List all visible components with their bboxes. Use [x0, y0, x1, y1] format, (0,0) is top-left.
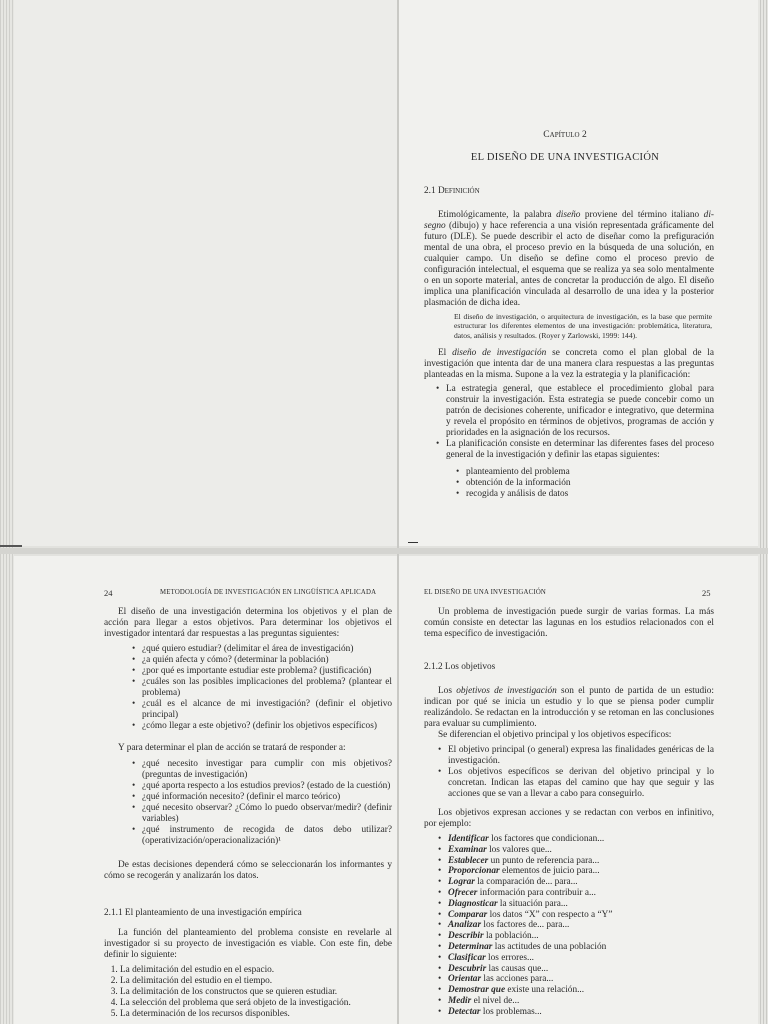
verb: Examinar: [448, 844, 487, 855]
verbs-intro-paragraph: [424, 808, 714, 830]
section-heading: 2.1 Definición: [424, 186, 480, 196]
list-item: • La planificación consiste en determinar las diferentes fases del proceso general de la investigación y definir las etapas siguientes:: [436, 439, 714, 461]
text: elementos de juicio para...: [499, 866, 600, 877]
list-item: • Los objetivos específicos se derivan del objetivo principal y lo concretan. Indican las etapas del camino que hay que seguir y las acciones que se van a llevar a cabo para conseguirlo.: [438, 767, 714, 800]
list-item: • La estrategia general, que establece el procedimiento global para construir la investigación. Esta estrategia se puede concebir como un patrón de decisiones coherente, unificador e integrativo, que determina y revela el propósito en términos de objetivos, programas de acción y prioridades en la asignación de los recursos.: [436, 384, 714, 439]
verbs-list: [438, 834, 714, 1018]
verb: Ofrecer: [448, 887, 478, 898]
phase-bullets: [456, 467, 706, 500]
text: Los objetivos expresan acciones y se redactan con verbos en infinitivo, por ejemplo:: [424, 808, 714, 829]
objectives-bullets: [438, 745, 714, 800]
section-heading: 2.1.1 El planteamiento de una investigación empírica: [104, 908, 302, 918]
term: objetivos de investigación: [456, 686, 557, 696]
page-fold: [0, 548, 768, 554]
list-item: • El objetivo principal (o general) expresa las finalidades genéricas de la investigación.: [438, 745, 714, 767]
running-head: EL DISEÑO DE UNA INVESTIGACIÓN: [424, 589, 547, 596]
list-item: 5. La determinación de los recursos disponibles.: [120, 1009, 392, 1020]
list-item: • ¿a quién afecta y cómo? (determinar la población): [132, 655, 392, 666]
text: existe una relación...: [505, 985, 585, 996]
list-item: [438, 942, 714, 953]
list-item: • ¿qué instrumento de recogida de datos debo utilizar? (operativización/operacionalización)¹: [132, 825, 392, 847]
list-item: [438, 834, 714, 845]
text: El diseño de una investigación determina los objetivos y el plan de acción para llegar a estos objetivos. Para determinar los objetivos el investigador intentará dar respuestas a las preguntas siguientes:: [104, 607, 392, 639]
text: proviene del término italiano: [580, 210, 704, 220]
crop-mark: [0, 545, 22, 547]
text: las causas que...: [486, 963, 549, 974]
plan-paragraph: [104, 743, 392, 754]
definition-paragraph: [424, 210, 714, 309]
problem-origin-paragraph: [424, 607, 714, 640]
list-item: [438, 888, 714, 899]
verb: Lograr: [448, 877, 475, 888]
list-item: • ¿cómo llegar a este objetivo? (definir los objetivos específicos): [132, 721, 392, 732]
list-item: [438, 996, 714, 1007]
text: Los: [438, 686, 457, 696]
list-item: • ¿qué quiero estudiar? (delimitar el área de investigación): [132, 644, 392, 655]
list-item: 2. La delimitación del estudio en el tiempo.: [120, 976, 392, 987]
page-number: 24: [104, 588, 113, 598]
list-item: [438, 866, 714, 877]
term: di-segno: [424, 210, 714, 231]
verb: Medir: [448, 995, 472, 1006]
list-item: • ¿cuál es el alcance de mi investigación? (definir el objetivo principal): [132, 699, 392, 721]
questions-list-2: [132, 759, 392, 847]
list-item: • ¿qué aporta respecto a los estudios previos? (estado de la cuestión): [132, 781, 392, 792]
page-gutter: [397, 0, 399, 1024]
text: Se diferencian el objetivo principal y los objetivos específicos:: [438, 730, 672, 740]
design-paragraph: [424, 348, 714, 381]
term: diseño: [556, 210, 581, 220]
text: Etimológicamente, la palabra: [438, 210, 557, 220]
text: la situación para...: [497, 898, 568, 909]
verb: Identificar: [448, 834, 489, 844]
verb: Determinar: [448, 941, 493, 952]
intro-paragraph: [104, 607, 392, 640]
verb: Describir: [448, 931, 484, 942]
running-head: METODOLOGÍA DE INVESTIGACIÓN EN LINGÜÍSTICA APLICADA: [160, 589, 377, 596]
list-item: • ¿qué información necesito? (definir el marco teórico): [132, 792, 392, 803]
list-item: 3. La delimitación de los constructos que se quieren estudiar.: [120, 987, 392, 998]
verb: Orientar: [448, 974, 482, 985]
strategy-bullets: [436, 384, 714, 461]
book-edge-left: [0, 0, 14, 1024]
text: El: [438, 348, 453, 358]
list-item: [438, 1007, 714, 1018]
text: los valores que...: [486, 844, 552, 855]
blank-page-top-left: [14, 0, 398, 546]
text: De estas decisiones dependerá cómo se seleccionarán los informantes y cómo se recogerán y analizarán los datos.: [104, 860, 392, 881]
verb: Demostrar que: [448, 985, 506, 996]
list-item: [438, 877, 714, 888]
list-item: 1. La delimitación del estudio en el espacio.: [120, 965, 392, 976]
list-item: • ¿por qué es importante estudiar este problema? (justificación): [132, 666, 392, 677]
questions-list-1: [132, 644, 392, 732]
numbered-list: [104, 965, 392, 1020]
section-heading: 2.1.2 Los objetivos: [424, 662, 496, 672]
text: los factores que condicionan...: [488, 834, 605, 844]
list-item: [438, 985, 714, 996]
verb: Descubrir: [448, 963, 487, 974]
list-item: [438, 974, 714, 985]
list-item: • ¿cuáles son las posibles implicaciones del problema? (plantear el problema): [132, 677, 392, 699]
list-item: • recogida y análisis de datos: [456, 489, 706, 500]
text: Y para determinar el plan de acción se tratará de responder a:: [118, 743, 346, 753]
book-edge-right: [758, 0, 768, 1024]
verb: Clasificar: [448, 952, 486, 963]
chapter-label: Capítulo 2: [543, 130, 587, 140]
text: los problemas...: [480, 1006, 542, 1017]
text: la población...: [483, 931, 539, 942]
text: un punto de referencia para...: [488, 855, 600, 866]
list-item: • planteamiento del problema: [456, 467, 706, 478]
crop-mark: [408, 542, 418, 543]
list-item: • ¿qué necesito observar? ¿Cómo lo puedo observar/medir? (definir variables): [132, 803, 392, 825]
page-number: 25: [702, 588, 711, 598]
verb: Comparar: [448, 909, 488, 920]
text: la comparación de... para...: [474, 877, 578, 888]
list-item: • obtención de la información: [456, 478, 706, 489]
list-item: [438, 964, 714, 975]
objectives-paragraph: [424, 686, 714, 741]
text: (dibujo) y hace referencia a una visión representada gráficamente del futuro (DLE). Se puede describir el acto de diseñar como la prefiguración mental de una obra, el proceso previo en la búsqueda de una solución, en cualquier campo. Un diseño se define como el proceso previo de configuración intelectual, el esquema que se realiza ya sea solo mentalmente o en un soporte material, antes de concretar la producción de algo. El diseño implica una planificación vinculada al desarrollo de una idea y la posterior plasmación de dicha idea.: [424, 221, 714, 308]
list-item: [438, 899, 714, 910]
text: las actitudes de una población: [492, 941, 607, 952]
verb: Establecer: [448, 855, 489, 866]
list-item: [438, 845, 714, 856]
term: diseño de investigación: [452, 348, 547, 358]
text: los datos “X” con respecto a “Y”: [487, 909, 613, 920]
block-quote: El diseño de investigación, o arquitectura de investigación, es la base que permite estructurar los diferentes elementos de una investigación: problemática, literatura, datos, análisis y resultados. (Royer y Zarlowski, 1999: 144).: [454, 312, 712, 340]
text: los errores...: [485, 952, 534, 963]
text: el nivel de...: [471, 995, 520, 1006]
decisions-paragraph: [104, 860, 392, 882]
verb: Analizar: [448, 920, 482, 931]
list-item: [438, 910, 714, 921]
list-item: [438, 953, 714, 964]
text: los factores de... para...: [481, 920, 570, 931]
text: son el punto de partida de un estudio: indican por qué se inicia un estudio y lo que se piensa poder cumplir realizándolo. Se redactan en la introducción y se retoman en las conclusiones para evaluar su cumplimiento.: [424, 686, 714, 729]
chapter-title: EL DISEÑO DE UNA INVESTIGACIÓN: [470, 152, 660, 163]
verb: Detectar: [448, 1006, 481, 1017]
list-item: [438, 931, 714, 942]
text: información para contribuir a...: [477, 887, 596, 898]
text: Un problema de investigación puede surgir de varias formas. La más común consiste en detectar las lagunas en los estudios relacionados con el tema específico de investigación.: [424, 607, 714, 639]
list-item: • ¿qué necesito investigar para cumplir con mis objetivos? (preguntas de investigación): [132, 759, 392, 781]
verb: Proporcionar: [448, 866, 500, 877]
text: se concreta como el plan global de la investigación que intenta dar de una manera clara respuestas a las preguntas planteadas en la misma. Supone a la vez la estrategia y la planificación:: [424, 348, 714, 380]
text: La función del planteamiento del problema consiste en revelarle al investigador si su proyecto de investigación es viable. Con este fin, debe definir lo siguiente:: [104, 928, 392, 960]
list-item: [438, 856, 714, 867]
text: las acciones para...: [481, 974, 554, 985]
problem-paragraph: [104, 928, 392, 961]
verb: Diagnosticar: [448, 898, 498, 909]
list-item: [438, 920, 714, 931]
list-item: 4. La selección del problema que será objeto de la investigación.: [120, 998, 392, 1009]
